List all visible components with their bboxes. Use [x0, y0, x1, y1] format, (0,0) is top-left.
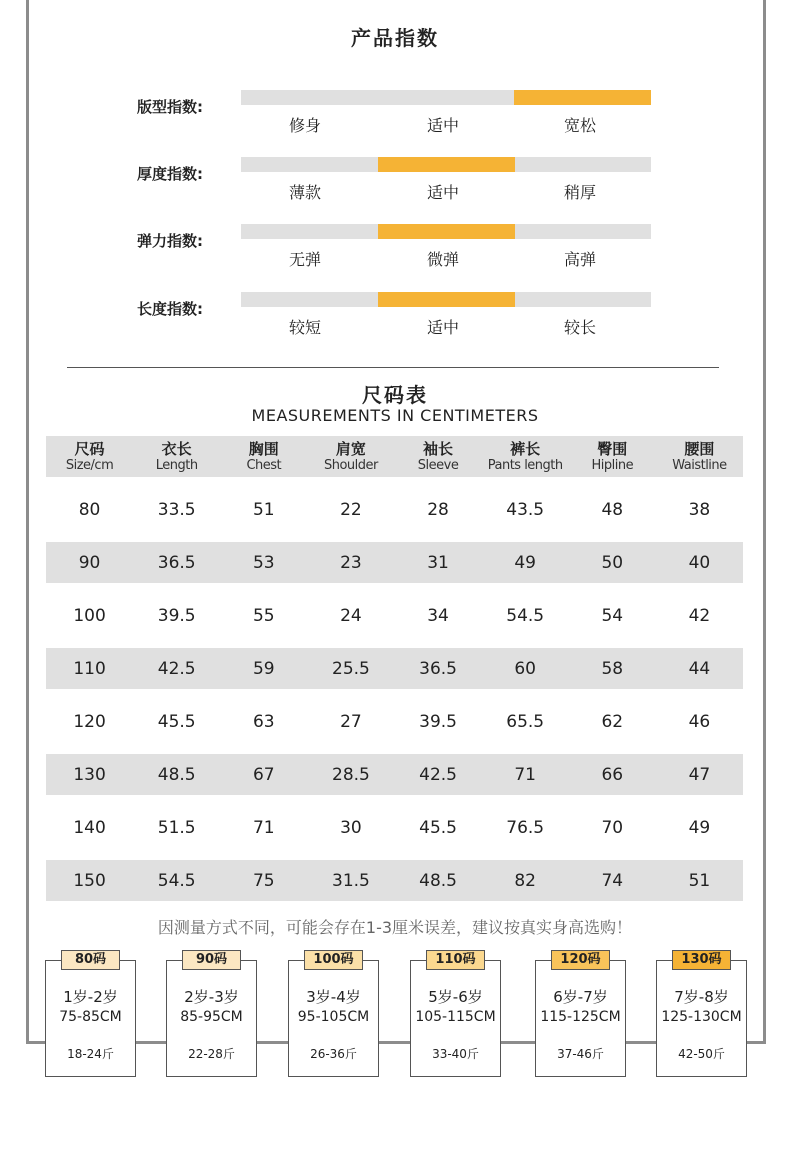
table-row — [46, 860, 743, 901]
size-tag: 120码 — [551, 950, 610, 970]
table-row — [46, 648, 743, 689]
index-option: 适中 — [426, 116, 459, 135]
age-range: 7岁-8岁 — [674, 988, 729, 1006]
height-range: 95-105CM — [297, 1009, 370, 1025]
column-header — [482, 436, 569, 477]
weight-range: 26-36斤 — [310, 1047, 357, 1061]
table-cell: 82 — [482, 860, 569, 901]
table-row — [46, 477, 743, 542]
index-option: 微弹 — [426, 250, 459, 269]
table-cell: 66 — [569, 754, 656, 795]
index-label: 弹力指数: — [137, 232, 203, 250]
table-cell: 45.5 — [419, 817, 457, 838]
column-header-en: Waistline — [672, 457, 727, 473]
column-header-zh: 腰围 — [684, 439, 715, 458]
index-bar — [241, 90, 651, 105]
size-tag: 100码 — [304, 950, 363, 970]
table-row — [46, 583, 743, 648]
column-header-en: Size/cm — [65, 457, 114, 473]
index-bar — [241, 157, 651, 172]
table-row — [46, 689, 743, 754]
age-range: 1岁-2岁 — [63, 988, 118, 1006]
height-range: 85-95CM — [180, 1009, 243, 1025]
column-header-zh: 衣长 — [161, 439, 192, 458]
table-cell: 42.5 — [395, 754, 482, 795]
index-bar — [241, 224, 651, 239]
column-header-en: Chest — [246, 457, 282, 473]
table-cell: 49 — [688, 817, 711, 838]
table-cell: 58 — [569, 648, 656, 689]
table-cell: 30 — [340, 817, 362, 838]
index-indicator — [514, 90, 651, 105]
age-card — [166, 952, 257, 1077]
weight-range: 18-24斤 — [67, 1047, 114, 1061]
table-cell: 31 — [395, 542, 482, 583]
table-cell: 74 — [569, 860, 656, 901]
table-cell: 53 — [220, 542, 307, 583]
table-cell: 67 — [220, 754, 307, 795]
table-cell: 51 — [656, 860, 743, 901]
column-header-en: Hipline — [591, 457, 634, 473]
table-cell: 59 — [220, 648, 307, 689]
table-cell: 65.5 — [506, 711, 545, 732]
age-range: 5岁-6岁 — [428, 988, 483, 1006]
column-header-en: Shoulder — [323, 457, 378, 473]
table-cell: 49 — [482, 542, 569, 583]
index-label: 版型指数: — [137, 98, 203, 116]
index-row-elasticity — [0, 224, 790, 274]
table-cell: 39.5 — [157, 605, 196, 626]
column-header-en: Sleeve — [417, 457, 459, 473]
index-option: 宽松 — [563, 116, 596, 135]
age-range: 3岁-4岁 — [306, 988, 361, 1006]
section-divider — [67, 367, 719, 368]
table-cell: 48.5 — [395, 860, 482, 901]
column-header-zh: 臀围 — [597, 439, 628, 458]
column-header-zh: 尺码 — [74, 439, 105, 458]
table-cell: 31.5 — [307, 860, 394, 901]
table-cell: 36.5 — [133, 542, 220, 583]
table-cell: 36.5 — [395, 648, 482, 689]
product-index-title: 产品指数 — [351, 26, 439, 50]
column-header — [133, 436, 220, 477]
table-cell: 38 — [688, 499, 711, 520]
index-indicator — [378, 224, 515, 239]
table-row — [46, 542, 743, 583]
age-range: 2岁-3岁 — [184, 988, 239, 1006]
index-indicator — [378, 157, 515, 172]
table-row — [46, 754, 743, 795]
column-header-zh: 裤长 — [510, 439, 541, 458]
index-option: 适中 — [426, 183, 459, 202]
index-option: 修身 — [288, 116, 321, 135]
table-cell: 39.5 — [419, 711, 457, 732]
table-cell: 24 — [340, 605, 362, 626]
column-header-en: Length — [155, 457, 198, 473]
column-header — [395, 436, 482, 477]
table-cell: 55 — [252, 605, 275, 626]
table-cell: 43.5 — [506, 499, 545, 520]
table-cell: 42 — [688, 605, 711, 626]
table-cell: 54.5 — [506, 605, 545, 626]
height-range: 125-130CM — [661, 1009, 742, 1025]
age-card — [45, 952, 136, 1077]
index-option: 较长 — [563, 318, 596, 337]
table-cell: 27 — [340, 711, 362, 732]
column-header-zh: 肩宽 — [335, 439, 366, 458]
table-cell: 63 — [252, 711, 275, 732]
size-tag: 110码 — [426, 950, 485, 970]
weight-range: 42-50斤 — [678, 1047, 725, 1061]
size-tag: 90码 — [182, 950, 241, 970]
table-cell: 140 — [73, 817, 106, 838]
table-cell: 45.5 — [157, 711, 196, 732]
table-cell: 34 — [427, 605, 449, 626]
index-option: 无弹 — [288, 250, 321, 269]
column-header — [307, 436, 394, 477]
size-chart-subtitle: MEASUREMENTS IN CENTIMETERS — [251, 406, 539, 425]
table-cell: 120 — [73, 711, 106, 732]
table-cell: 23 — [307, 542, 394, 583]
index-option: 薄款 — [288, 183, 321, 202]
table-cell: 46 — [688, 711, 711, 732]
table-cell: 44 — [656, 648, 743, 689]
table-cell: 60 — [482, 648, 569, 689]
table-cell: 22 — [340, 499, 362, 520]
size-table — [46, 436, 743, 901]
weight-range: 22-28斤 — [188, 1047, 235, 1061]
column-header — [46, 436, 133, 477]
column-header-en: Pants length — [487, 457, 563, 473]
frame-bottom — [26, 1041, 766, 1044]
index-option: 高弹 — [563, 250, 596, 269]
index-row-length — [0, 292, 790, 342]
index-indicator — [378, 292, 515, 307]
age-card — [656, 952, 747, 1077]
height-range: 115-125CM — [540, 1009, 621, 1025]
table-cell: 28.5 — [307, 754, 394, 795]
height-range: 75-85CM — [59, 1009, 122, 1025]
index-row-fit — [0, 90, 790, 140]
index-row-thickness — [0, 157, 790, 207]
index-option: 稍厚 — [563, 183, 596, 202]
size-chart-title: 尺码表 — [362, 383, 428, 407]
index-label: 长度指数: — [137, 300, 203, 318]
table-cell: 25.5 — [307, 648, 394, 689]
column-header — [656, 436, 743, 477]
table-cell: 28 — [427, 499, 449, 520]
table-cell: 110 — [46, 648, 133, 689]
table-cell: 51.5 — [157, 817, 196, 838]
table-cell: 50 — [569, 542, 656, 583]
weight-range: 37-46斤 — [557, 1047, 604, 1061]
column-header-zh: 袖长 — [423, 439, 454, 458]
age-range: 6岁-7岁 — [553, 988, 608, 1006]
table-cell: 80 — [78, 499, 101, 520]
table-cell: 76.5 — [506, 817, 545, 838]
age-card — [410, 952, 501, 1077]
table-cell: 48 — [601, 499, 624, 520]
table-cell: 70 — [601, 817, 624, 838]
column-header-zh: 胸围 — [248, 439, 279, 458]
weight-range: 33-40斤 — [432, 1047, 479, 1061]
size-tag: 130码 — [672, 950, 731, 970]
size-tag: 80码 — [61, 950, 120, 970]
table-cell: 42.5 — [133, 648, 220, 689]
table-cell: 40 — [656, 542, 743, 583]
size-table-header — [46, 436, 743, 477]
table-cell: 33.5 — [157, 499, 196, 520]
table-cell: 51 — [252, 499, 275, 520]
measurement-note: 因测量方式不同，可能会存在1-3厘米误差，建议按真实身高选购！ — [157, 918, 633, 937]
table-cell: 90 — [46, 542, 133, 583]
index-label: 厚度指数: — [137, 165, 203, 183]
table-cell: 54 — [601, 605, 624, 626]
column-header — [569, 436, 656, 477]
table-row — [46, 795, 743, 860]
index-option: 较短 — [288, 318, 321, 337]
table-cell: 130 — [46, 754, 133, 795]
index-bar — [241, 292, 651, 307]
table-cell: 75 — [220, 860, 307, 901]
index-option: 适中 — [426, 318, 459, 337]
age-card — [535, 952, 626, 1077]
column-header — [220, 436, 307, 477]
table-cell: 62 — [601, 711, 624, 732]
table-cell: 54.5 — [133, 860, 220, 901]
height-range: 105-115CM — [415, 1009, 496, 1025]
table-cell: 71 — [482, 754, 569, 795]
table-cell: 100 — [73, 605, 106, 626]
size-table-body — [46, 477, 743, 901]
table-cell: 47 — [656, 754, 743, 795]
table-cell: 48.5 — [133, 754, 220, 795]
table-cell: 150 — [46, 860, 133, 901]
table-cell: 71 — [252, 817, 275, 838]
age-card — [288, 952, 379, 1077]
